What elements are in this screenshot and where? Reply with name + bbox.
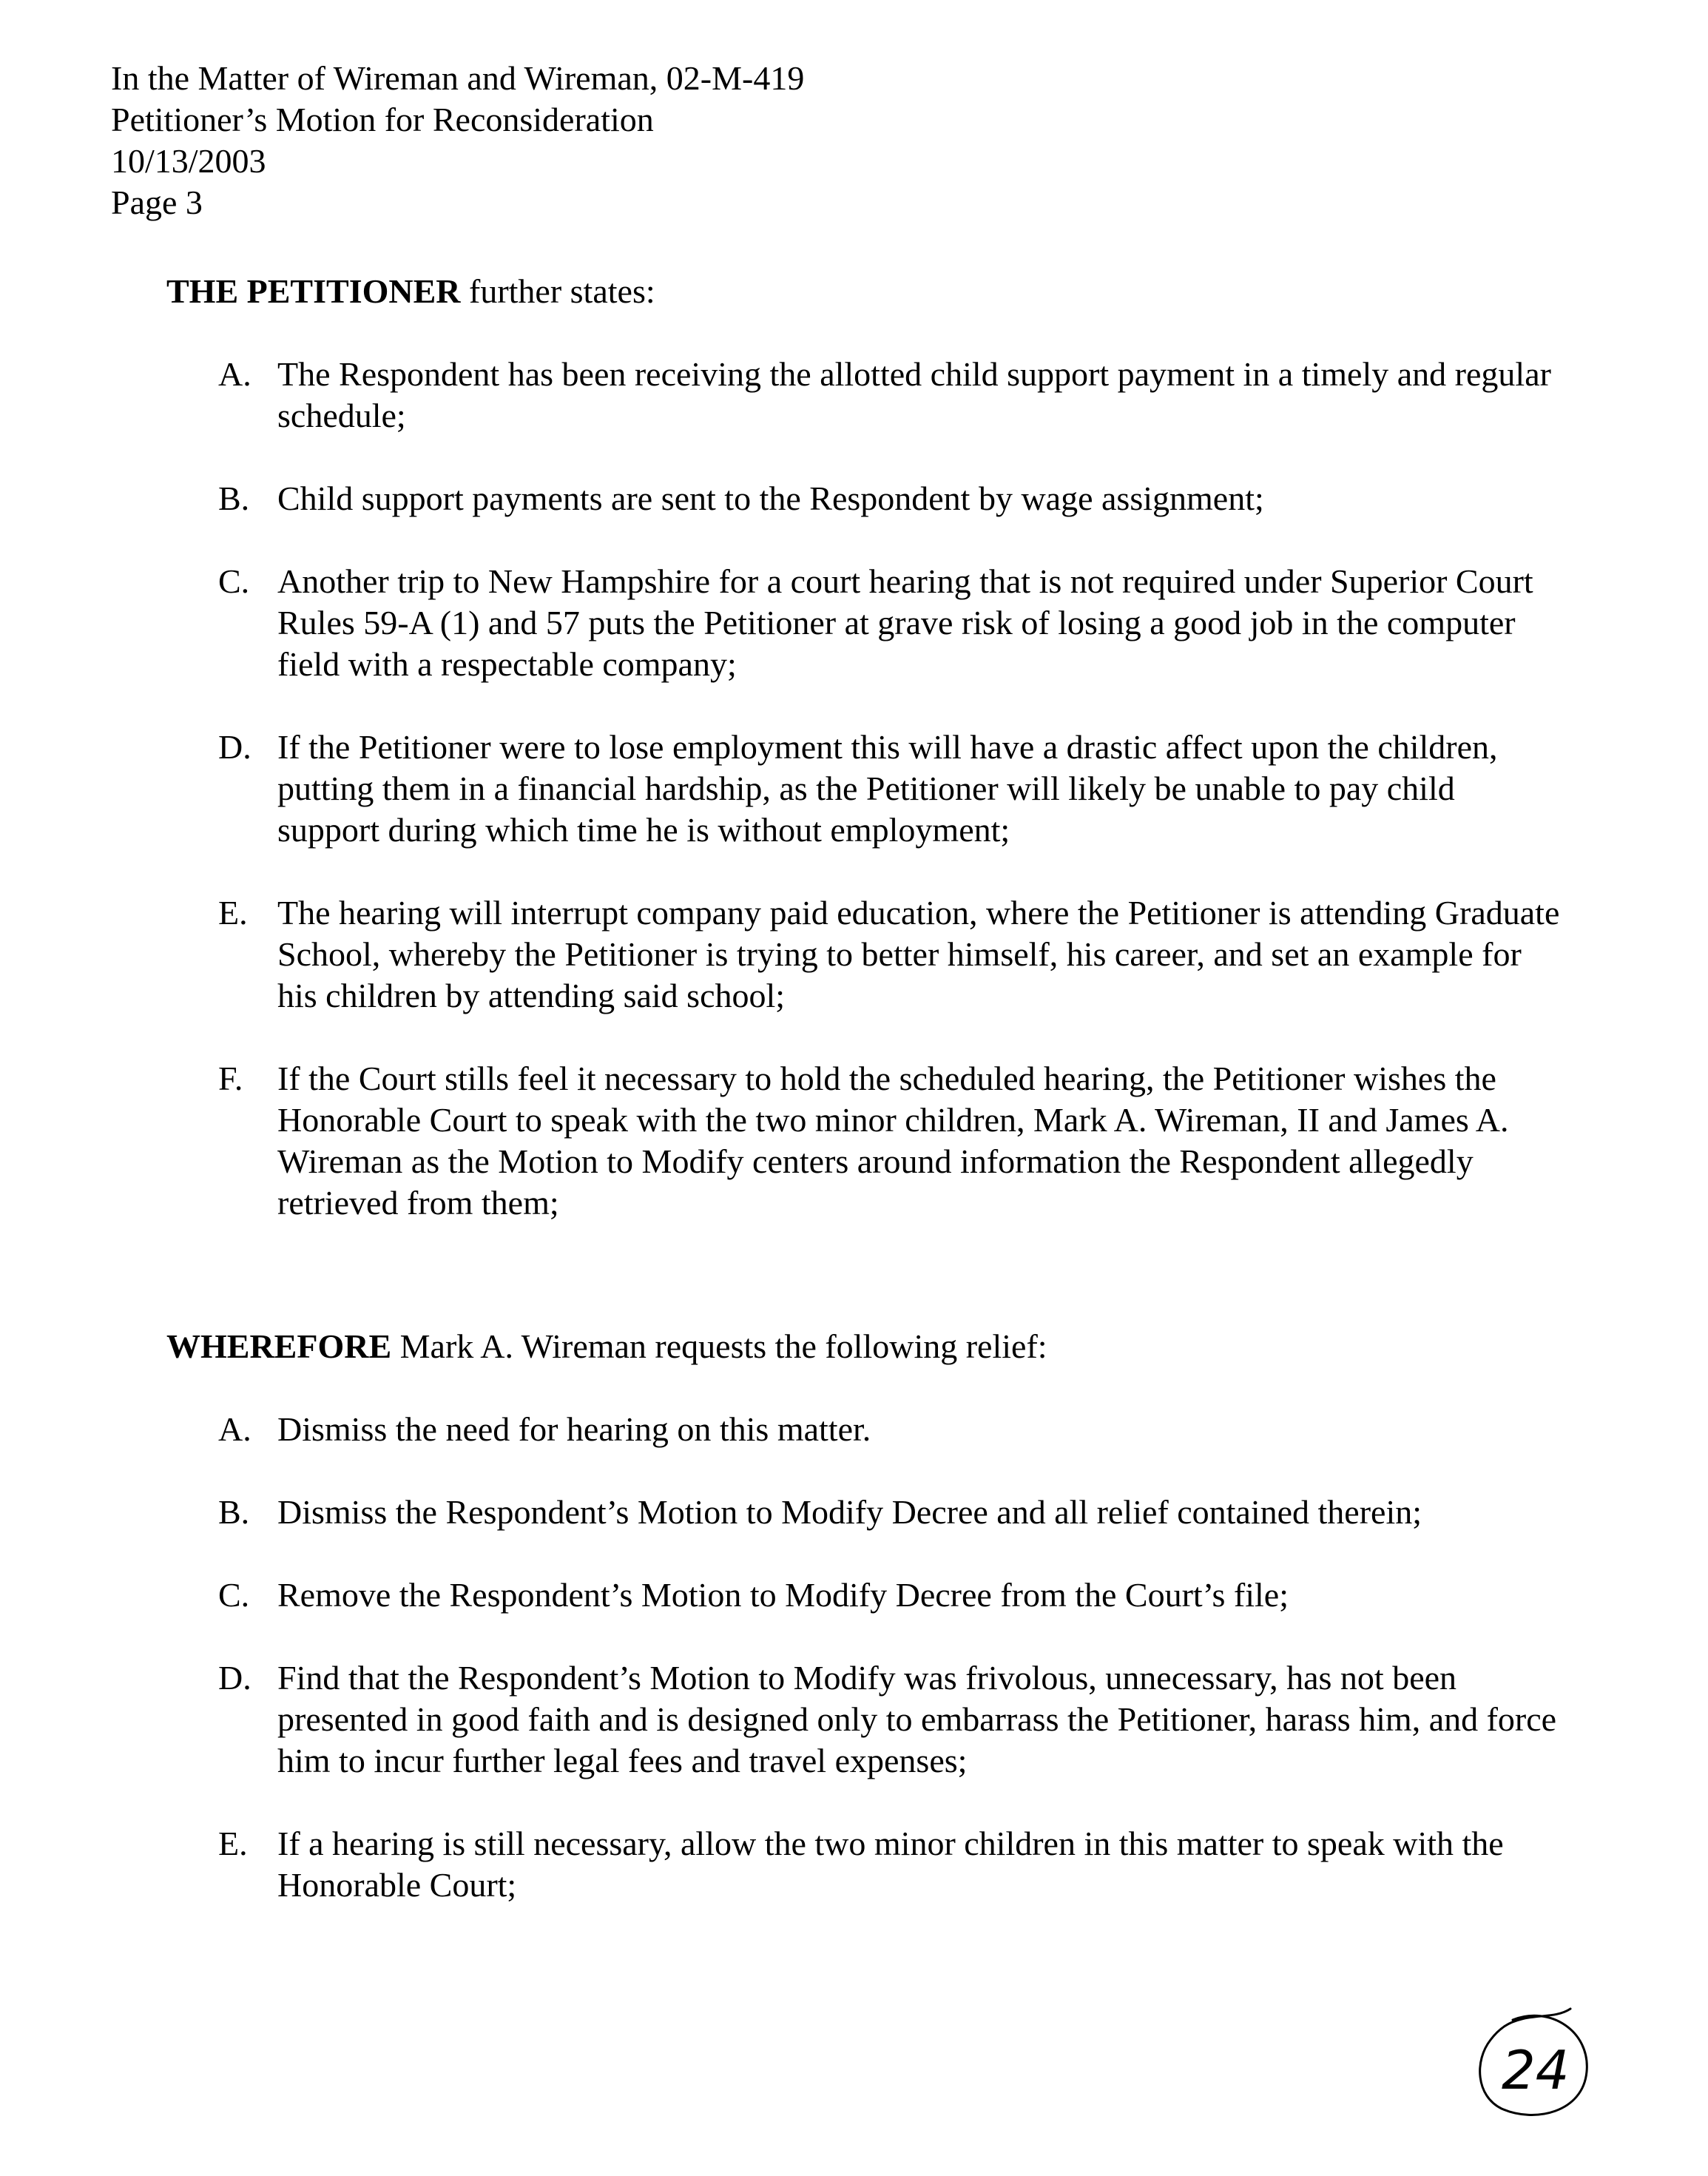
item-text: Child support payments are sent to the Respondent by wage assignment; xyxy=(277,479,1264,517)
item-letter: D. xyxy=(218,1659,252,1697)
list-item xyxy=(218,1657,1561,1782)
item-text: Remove the Respondent’s Motion to Modify Decree from the Court’s file; xyxy=(277,1576,1289,1614)
item-letter: B. xyxy=(218,479,250,517)
item-letter: F. xyxy=(218,1060,243,1097)
item-letter: C. xyxy=(218,1576,250,1614)
item-text: The hearing will interrupt company paid education, where the Petitioner is attending Graduate School, whereby the Petitioner is trying to better himself, his career, and set an example for his children by attending said school; xyxy=(277,894,1560,1014)
wherefore-lead-rest: Mark A. Wireman requests the following relief: xyxy=(391,1327,1047,1365)
list-item xyxy=(218,1058,1561,1224)
list-item xyxy=(218,478,1561,519)
item-text: Find that the Respondent’s Motion to Modify was frivolous, unnecessary, has not been presented in good faith and is designed only to embarrass the Petitioner, harass him, and force him to incur further legal fees and travel expenses; xyxy=(277,1659,1557,1779)
list-item xyxy=(218,1492,1561,1533)
list-item xyxy=(218,561,1561,685)
list-item xyxy=(218,1409,1561,1450)
item-letter: B. xyxy=(218,1493,250,1531)
list-item xyxy=(218,1823,1561,1906)
item-letter: A. xyxy=(218,1410,252,1448)
handwritten-number-text: 24 xyxy=(1502,2039,1570,2101)
page-label: Page 3 xyxy=(111,183,203,221)
item-text: Dismiss the Respondent’s Motion to Modify Decree and all relief contained therein; xyxy=(277,1493,1422,1531)
document-date: 10/13/2003 xyxy=(111,142,266,180)
petitioner-intro xyxy=(166,271,655,312)
wherefore-intro xyxy=(166,1326,1047,1367)
item-letter: E. xyxy=(218,1825,248,1862)
item-letter: D. xyxy=(218,728,252,766)
item-text: If the Petitioner were to lose employment this will have a drastic affect upon the children, putting them in a financial hardship, as the Petitioner will likely be unable to pay child support during which time he is without employment; xyxy=(277,728,1498,849)
case-caption: In the Matter of Wireman and Wireman, 02-M-419 xyxy=(111,59,805,97)
wherefore-lead-bold: WHEREFORE xyxy=(166,1327,392,1365)
list-item xyxy=(218,892,1561,1017)
item-text: Dismiss the need for hearing on this matter. xyxy=(277,1410,871,1448)
item-text: If the Court stills feel it necessary to hold the scheduled hearing, the Petitioner wishes the Honorable Court to speak with the two minor children, Mark A. Wireman, II and James A. Wireman as the Motion to Modify centers around information the Respondent allegedly retrieved from them; xyxy=(277,1060,1509,1222)
relief-requests-list xyxy=(218,1409,1561,1947)
item-letter: C. xyxy=(218,562,250,600)
item-letter: E. xyxy=(218,894,248,932)
list-item xyxy=(218,1574,1561,1616)
petitioner-statements-list xyxy=(218,354,1561,1265)
petitioner-lead-bold: THE PETITIONER xyxy=(166,272,461,310)
item-text: The Respondent has been receiving the allotted child support payment in a timely and regular schedule; xyxy=(277,355,1551,434)
list-item xyxy=(218,727,1561,851)
list-item xyxy=(218,354,1561,437)
item-text: If a hearing is still necessary, allow the two minor children in this matter to speak with the Honorable Court; xyxy=(277,1825,1504,1904)
item-letter: A. xyxy=(218,355,252,393)
handwritten-page-number xyxy=(1468,2001,1594,2127)
document-header xyxy=(111,58,804,223)
petitioner-lead-rest: further states: xyxy=(460,272,655,310)
document-title: Petitioner’s Motion for Reconsideration xyxy=(111,101,654,138)
item-text: Another trip to New Hampshire for a court hearing that is not required under Superior Court Rules 59-A (1) and 57 puts the Petitioner at grave risk of losing a good job in the computer field with a respectable company; xyxy=(277,562,1533,683)
